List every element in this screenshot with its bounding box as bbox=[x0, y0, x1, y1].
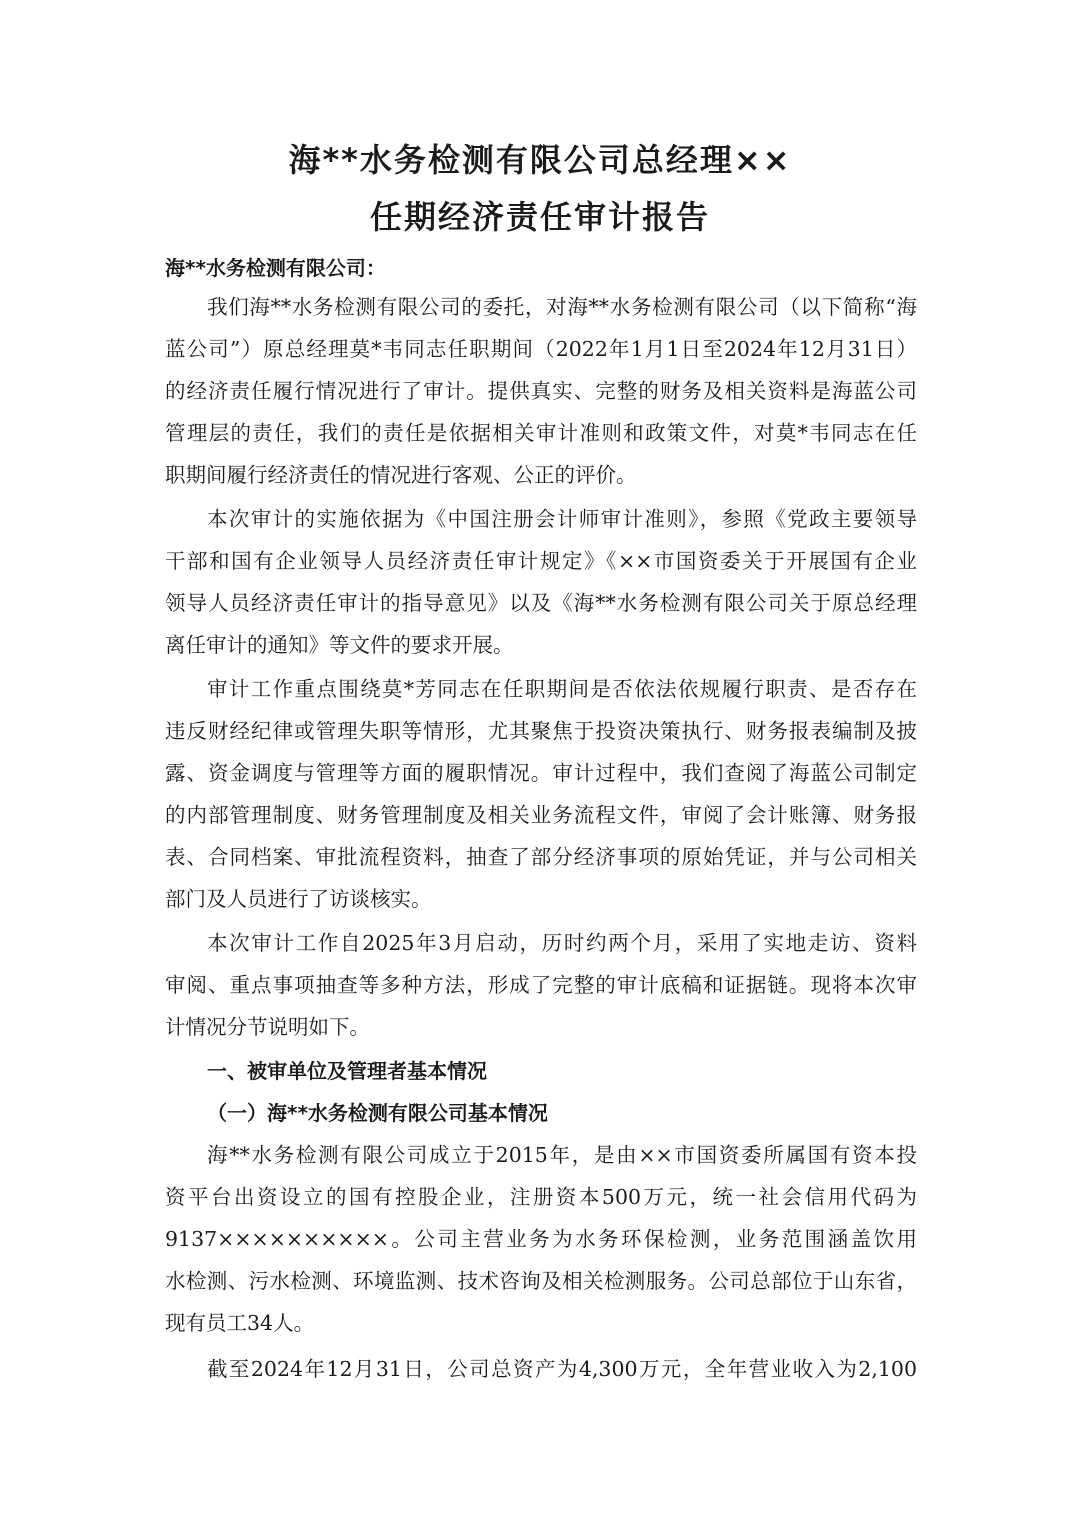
paragraph-line: 干部和国有企业领导人员经济责任审计规定》《××市国资委关于开展国有企业 bbox=[165, 549, 917, 573]
paragraph-line: 领导人员经济责任审计的指导意见》以及《海**水务检测有限公司关于原总经理 bbox=[165, 591, 917, 615]
sub-section-heading: （一）海**水务检测有限公司基本情况 bbox=[207, 1101, 548, 1125]
report-title-line-1: 海**水务检测有限公司总经理×× bbox=[288, 141, 792, 179]
paragraph-line: 审计工作重点围绕莫*芳同志在任职期间是否依法依规履行职责、是否存在 bbox=[207, 677, 917, 701]
paragraph-line: 本次审计工作自2025年3月启动，历时约两个月，采用了实地走访、资料 bbox=[207, 931, 917, 955]
section-heading: 一、被审单位及管理者基本情况 bbox=[207, 1059, 487, 1083]
paragraph-line: 本次审计的实施依据为《中国注册会计师审计准则》，参照《党政主要领导 bbox=[207, 507, 917, 531]
paragraph-line: 管理层的责任，我们的责任是依据相关审计准则和政策文件，对莫*韦同志在任 bbox=[165, 421, 917, 445]
paragraph-line: 离任审计的通知》等文件的要求开展。 bbox=[165, 633, 514, 657]
paragraph-line: 部门及人员进行了访谈核实。 bbox=[165, 887, 432, 911]
paragraph-line: 蓝公司”）原总经理莫*韦同志任职期间（2022年1月1日至2024年12月31日） bbox=[165, 337, 917, 361]
paragraph-line: 职期间履行经济责任的情况进行客观、公正的评价。 bbox=[165, 463, 637, 487]
paragraph-line: 的经济责任履行情况进行了审计。提供真实、完整的财务及相关资料是海蓝公司 bbox=[165, 379, 917, 403]
paragraph-line: 资平台出资设立的国有控股企业，注册资本500万元，统一社会信用代码为 bbox=[165, 1185, 917, 1209]
paragraph-line: 违反财经纪律或管理失职等情形，尤其聚焦于投资决策执行、财务报表编制及披 bbox=[165, 719, 917, 743]
paragraph-line: 审阅、重点事项抽查等多种方法，形成了完整的审计底稿和证据链。现将本次审 bbox=[165, 973, 917, 997]
paragraph-line: 的内部管理制度、财务管理制度及相关业务流程文件，审阅了会计账簿、财务报 bbox=[165, 803, 917, 827]
addressee: 海**水务检测有限公司： bbox=[165, 256, 386, 280]
paragraph-line: 计情况分节说明如下。 bbox=[165, 1015, 370, 1039]
paragraph-line: 水检测、污水检测、环境监测、技术咨询及相关检测服务。公司总部位于山东省， bbox=[165, 1269, 917, 1293]
paragraph-line: 表、合同档案、审批流程资料，抽查了部分经济事项的原始凭证，并与公司相关 bbox=[165, 845, 917, 869]
paragraph-line: 露、资金调度与管理等方面的履职情况。审计过程中，我们查阅了海蓝公司制定 bbox=[165, 761, 917, 785]
paragraph-line: 9137××××××××××。公司主营业务为水务环保检测，业务范围涵盖饮用 bbox=[165, 1227, 917, 1251]
paragraph-line: 海**水务检测有限公司成立于2015年，是由××市国资委所属国有资本投 bbox=[207, 1143, 917, 1167]
paragraph-line: 我们海**水务检测有限公司的委托，对海**水务检测有限公司（以下简称“海 bbox=[207, 295, 917, 319]
paragraph-line: 现有员工34人。 bbox=[165, 1311, 315, 1335]
paragraph-line: 截至2024年12月31日，公司总资产为4,300万元，全年营业收入为2,100 bbox=[207, 1357, 917, 1381]
report-title-line-2: 任期经济责任审计报告 bbox=[369, 198, 710, 236]
